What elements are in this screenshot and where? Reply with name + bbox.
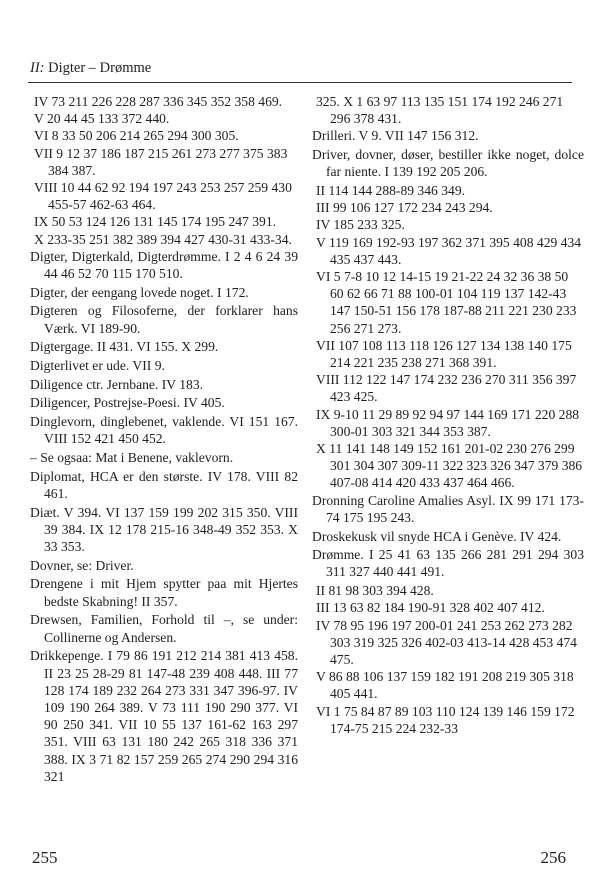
index-entry: Droskekusk vil snyde HCA i Genève. IV 424. xyxy=(312,528,562,544)
index-subentry: IV 73 211 226 228 287 336 345 352 358 469. xyxy=(34,94,283,109)
index-subentry: VII 107 108 113 118 126 127 134 138 140 175 214 221 235 238 271 368 391. xyxy=(316,337,572,371)
index-column-right xyxy=(312,93,584,737)
index-entry: Digterlivet er ude. VII 9. xyxy=(30,358,165,374)
index-entry: Digteren og Filosoferne, der forklarer hans Værk. VI 189-90. xyxy=(30,303,298,336)
index-entry: Drømme. I 25 41 63 135 266 281 291 294 303 311 327 440 441 491. xyxy=(312,547,584,580)
page-number-left: 255 xyxy=(32,848,58,867)
index-subentry: V 119 169 192-93 197 362 371 395 408 429 434 435 437 443. xyxy=(316,234,582,267)
index-entry: Drilleri. V 9. VII 147 156 312. xyxy=(312,128,479,144)
index-subentry: II 81 98 303 394 428. xyxy=(316,583,434,599)
index-entry: Diplomat, HCA er den største. IV 178. VIII 82 461. xyxy=(30,468,298,501)
index-entry: Drengene i mit Hjem spytter paa mit Hjertes bedste Skabning! II 357. xyxy=(30,576,298,609)
index-column-left xyxy=(30,93,298,786)
index-subentry: IX 9-10 11 29 89 92 94 97 144 169 171 220 288 300-01 303 321 344 353 387. xyxy=(316,406,580,439)
index-subentry: VI 8 33 50 206 214 265 294 300 305. xyxy=(34,128,239,144)
index-entry: Digter, der eengang lovede noget. I 172. xyxy=(30,284,249,300)
header-title: Digter – Drømme xyxy=(48,60,152,76)
index-subentry: 325. X 1 63 97 113 135 151 174 192 246 271 296 378 431. xyxy=(316,94,564,127)
index-subentry: VII 9 12 37 186 187 215 261 273 277 375 383 384 387. xyxy=(34,145,288,178)
header-volume: II: xyxy=(30,60,45,76)
index-subentry: X 11 141 148 149 152 161 201-02 230 276 299 301 304 307 309-11 322 323 326 347 379 386 407-08 414 420 433 437 464 466. xyxy=(316,441,583,491)
index-entry: Dovner, se: Driver. xyxy=(30,557,134,573)
index-entry: Drewsen, Familien, Forhold til –, se under: Collinerne og Andersen. xyxy=(30,612,298,645)
running-header xyxy=(30,60,151,77)
index-entry: Diæt. V 394. VI 137 159 199 202 315 350. VIII 39 384. IX 12 178 215-16 348-49 352 353. X 33 353. xyxy=(30,504,298,555)
index-entry: Drikkepenge. I 79 86 191 212 214 381 413 458. II 23 25 28-29 81 147-48 239 408 448. III 77 128 174 189 232 264 273 331 347 396-97. IV 109 190 264 389. V 73 111 190 290 377. VI 90 250 341. VII 10 55 137 161-62 163 297 351. VIII 63 131 180 242 265 318 336 371 388. IX 3 71 82 157 259 265 274 290 294 316 321 xyxy=(30,648,298,784)
index-subentry: VI 1 75 84 87 89 103 110 124 139 146 159 172 174-75 215 224 232-33 xyxy=(316,703,575,736)
index-entry: – Se ogsaa: Mat i Benene, vaklevorn. xyxy=(30,450,234,466)
index-subentry: V 20 44 45 133 372 440. xyxy=(34,111,170,127)
index-subentry: VIII 10 44 62 92 194 197 243 253 257 259 430 455-57 462-63 464. xyxy=(34,180,292,213)
index-entry: Dronning Caroline Amalies Asyl. IX 99 171 173-74 175 195 243. xyxy=(312,492,584,525)
index-entry: Driver, dovner, døser, bestiller ikke noget, dolce far niente. I 139 192 205 206. xyxy=(312,147,584,180)
index-subentry: VIII 112 122 147 174 232 236 270 311 356 397 423 425. xyxy=(316,372,577,405)
index-entry: Digtergage. II 431. VI 155. X 299. xyxy=(30,339,219,355)
index-subentry: VI 5 7-8 10 12 14-15 19 21-22 24 32 36 38 50 60 62 66 71 88 100-01 104 119 137 142-43 147 150-51 156 178 187-88 211 221 230 233 256 271 273. xyxy=(316,269,577,336)
index-subentry: III 99 106 127 172 234 243 294. xyxy=(316,200,493,216)
index-subentry: V 86 88 106 137 159 182 191 208 219 305 318 405 441. xyxy=(316,669,574,702)
page-number-right: 256 xyxy=(540,848,566,867)
index-subentry: X 233-35 251 382 389 394 427 430-31 433-34. xyxy=(34,231,292,247)
index-subentry: IV 185 233 325. xyxy=(316,217,405,233)
index-subentry: IV 78 95 196 197 200-01 241 253 262 273 282 303 319 325 326 402-03 413-14 428 453 474 475. xyxy=(316,617,577,667)
index-entry: Diligence ctr. Jernbane. IV 183. xyxy=(30,376,204,392)
index-subentry: III 13 63 82 184 190-91 328 402 407 412. xyxy=(316,600,545,616)
header-rule xyxy=(28,82,572,83)
index-subentry: IX 50 53 124 126 131 145 174 195 247 391. xyxy=(34,214,277,230)
index-subentry: II 114 144 288-89 346 349. xyxy=(316,183,466,199)
index-entry: Digter, Digterkald, Digterdrømme. I 2 4 6 24 39 44 46 52 70 115 170 510. xyxy=(30,248,298,282)
index-entry: Dinglevorn, dinglebenet, vaklende. VI 151 167. VIII 152 421 450 452. xyxy=(30,414,298,447)
index-entry: Diligencer, Postrejse-Poesi. IV 405. xyxy=(30,395,225,411)
